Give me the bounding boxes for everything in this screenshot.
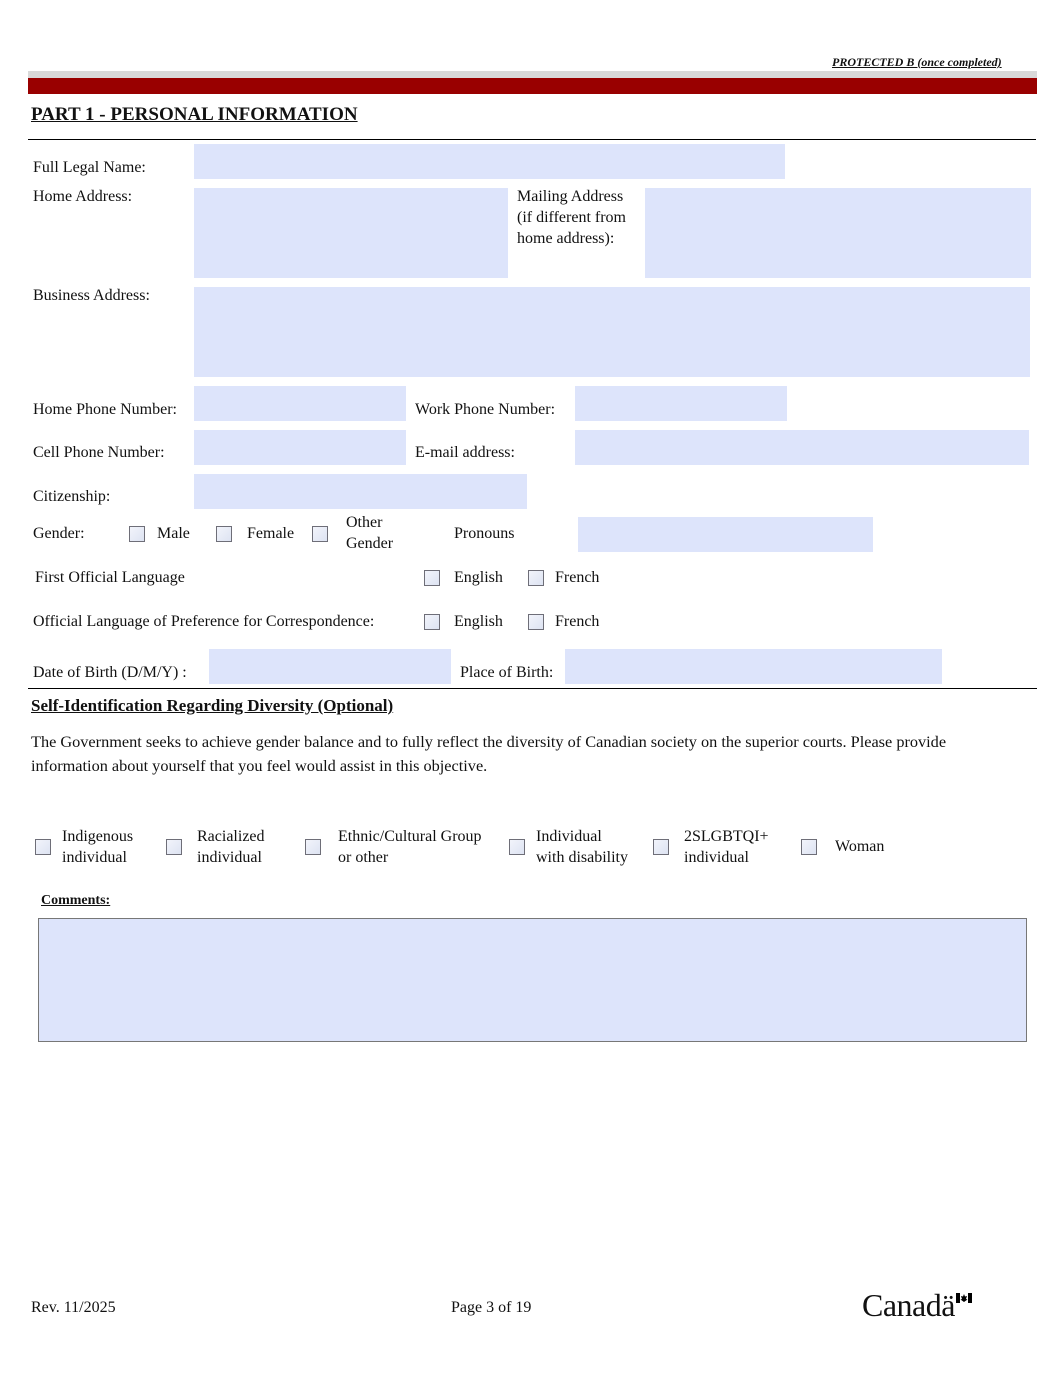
woman-label: Woman [835,838,885,855]
email-field[interactable] [575,430,1029,465]
work-phone-field[interactable] [575,386,787,421]
correspondence-french-label: French [555,613,600,630]
racialized-checkbox[interactable] [166,839,182,855]
home-address-field[interactable] [194,188,508,278]
full-legal-name-field[interactable] [194,144,785,179]
mailing-address-label-line2: (if different from [517,209,626,226]
gender-male-label: Male [157,525,190,542]
business-address-label: Business Address: [33,287,150,304]
racialized-label-line2: individual [197,849,262,866]
comments-label: Comments: [41,893,111,908]
racialized-label-line1: Racialized [197,828,265,845]
pronouns-field[interactable] [578,517,873,552]
gender-other-label-line2: Gender [346,535,394,552]
business-address-field[interactable] [194,287,1030,377]
gender-other-checkbox[interactable] [312,526,328,542]
gender-male-checkbox[interactable] [129,526,145,542]
revision-label: Rev. 11/2025 [31,1299,116,1316]
full-legal-name-label: Full Legal Name: [33,159,146,176]
first-official-language-label: First Official Language [35,569,185,586]
maple-flag-icon [956,1293,972,1303]
page-number: Page 3 of 19 [451,1299,532,1316]
section-divider [28,688,1037,689]
canada-wordmark [862,1287,974,1325]
diversity-heading: Self-Identification Regarding Diversity (Optional) [31,696,394,715]
comments-field[interactable] [38,918,1027,1042]
correspondence-french-checkbox[interactable] [528,614,544,630]
citizenship-field[interactable] [194,474,527,509]
date-of-birth-label: Date of Birth (D/M/Y) : [33,664,187,681]
place-of-birth-label: Place of Birth: [460,664,554,681]
pronouns-label: Pronouns [454,525,515,542]
protected-label: PROTECTED B (once completed) [832,55,1002,69]
diversity-intro-line1: The Government seeks to achieve gender balance and to fully reflect the diversity of Canadian society on the superior courts. Please provide [31,732,947,751]
gender-label: Gender: [33,525,85,542]
date-of-birth-field[interactable] [209,649,451,684]
ethnic-cultural-label-line1: Ethnic/Cultural Group [338,828,482,845]
mailing-address-field[interactable] [645,188,1031,278]
email-label: E-mail address: [415,444,515,461]
header-gray-bar [28,71,1037,78]
gender-female-checkbox[interactable] [216,526,232,542]
disability-checkbox[interactable] [509,839,525,855]
first-language-english-label: English [454,569,503,586]
ethnic-cultural-checkbox[interactable] [305,839,321,855]
home-address-label: Home Address: [33,188,133,205]
mailing-address-label-line1: Mailing Address [517,188,624,205]
first-language-english-checkbox[interactable] [424,570,440,586]
2slgbtqi-label-line1: 2SLGBTQI+ [684,828,769,845]
work-phone-label: Work Phone Number: [415,401,556,418]
canada-wordmark-text: Canadä [862,1287,955,1323]
correspondence-english-label: English [454,613,503,630]
indigenous-checkbox[interactable] [35,839,51,855]
diversity-intro-line2: information about yourself that you feel would assist in this objective. [31,756,488,775]
first-language-french-label: French [555,569,600,586]
correspondence-english-checkbox[interactable] [424,614,440,630]
2slgbtqi-label-line2: individual [684,849,749,866]
gender-other-label-line1: Other [346,514,383,531]
home-phone-label: Home Phone Number: [33,401,177,418]
cell-phone-field[interactable] [194,430,406,465]
gender-female-label: Female [247,525,295,542]
place-of-birth-field[interactable] [565,649,942,684]
cell-phone-label: Cell Phone Number: [33,444,165,461]
mailing-address-label-line3: home address): [517,230,615,247]
correspondence-language-label: Official Language of Preference for Correspondence: [33,613,375,630]
page-title: PART 1 - PERSONAL INFORMATION [31,104,358,125]
ethnic-cultural-label-line2: or other [338,849,389,866]
first-language-french-checkbox[interactable] [528,570,544,586]
title-divider [28,139,1036,140]
indigenous-label-line2: individual [62,849,127,866]
indigenous-label-line1: Indigenous [62,828,134,845]
woman-checkbox[interactable] [801,839,817,855]
2slgbtqi-checkbox[interactable] [653,839,669,855]
disability-label-line2: with disability [536,849,628,866]
disability-label-line1: Individual [536,828,602,845]
citizenship-label: Citizenship: [33,488,111,505]
home-phone-field[interactable] [194,386,406,421]
header-red-bar [28,78,1037,94]
